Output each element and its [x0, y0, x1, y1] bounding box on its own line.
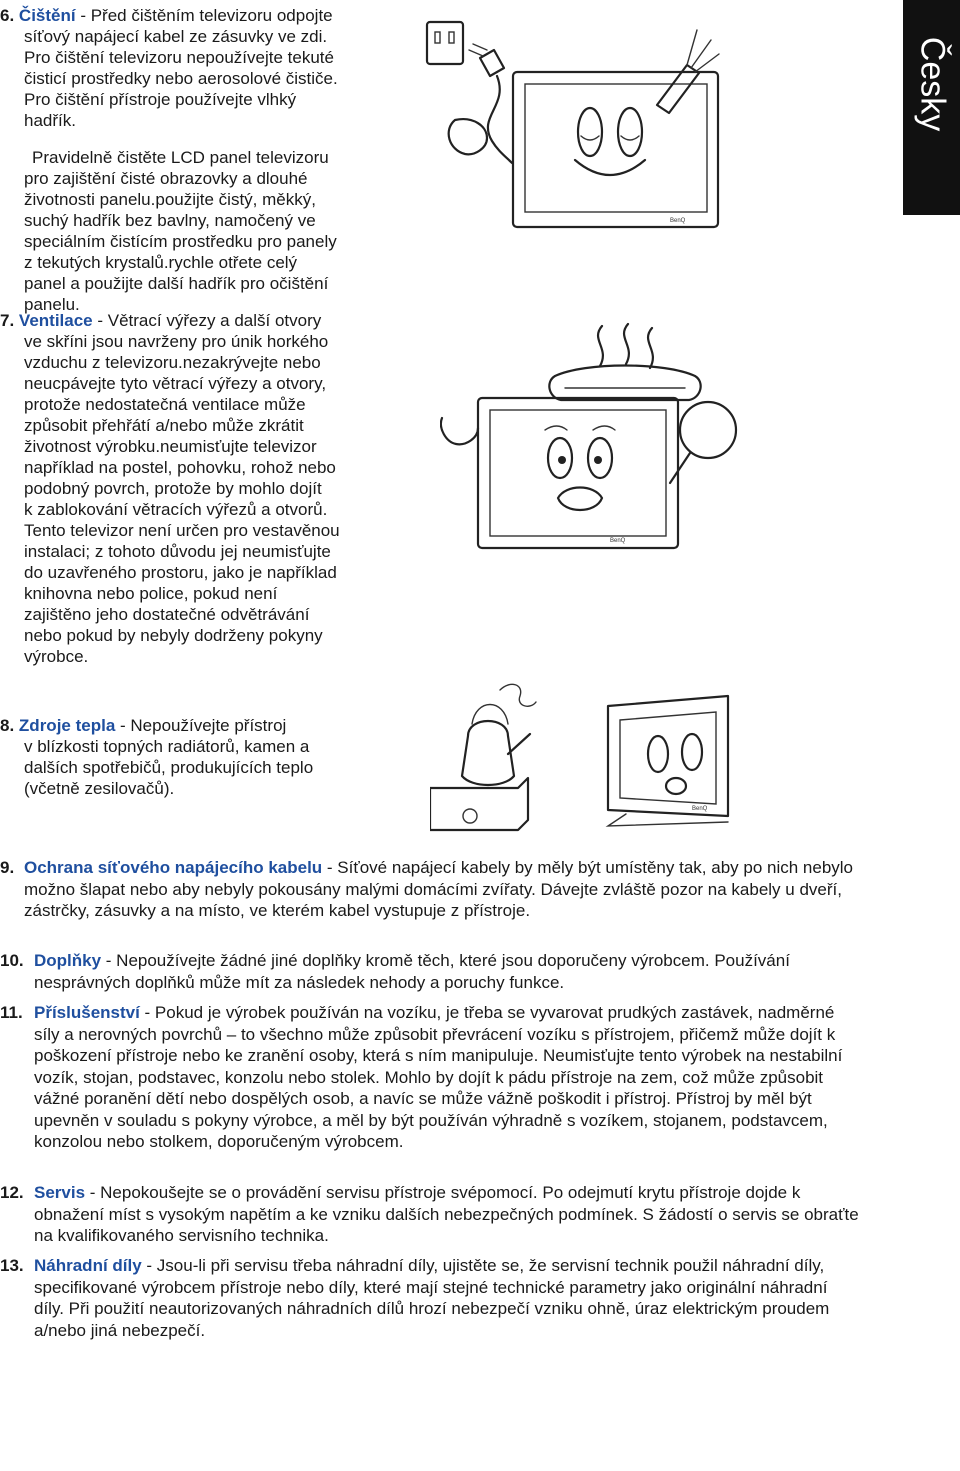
section-8-heading: Zdroje tepla: [18, 716, 116, 735]
section-12-heading: Servis: [34, 1183, 86, 1202]
stove-icon: [430, 778, 528, 830]
smile-icon: [575, 160, 645, 175]
svg-text:BenQ: BenQ: [692, 806, 708, 812]
cleaning-tv-illustration: [425, 10, 725, 250]
section-ventilation: [0, 310, 410, 667]
section-6-body: síťový napájecí kabel ze zásuvky ve zdi. Pro čištění televizoru nepoužívejte tekuté čisticí prostředky nebo aerosolové čističe. Pro čištění přístroje používejte vlhký hadřík.: [24, 27, 338, 130]
section-7-heading: Ventilace: [18, 311, 93, 330]
section-9-heading: Ochrana síťového napájecího kabelu: [24, 858, 323, 877]
steam-icon: [598, 324, 653, 368]
section-6-first-line: 6. Čištění - Před čištěním televizoru odpojte: [0, 6, 333, 25]
worried-mouth-icon: [558, 488, 602, 511]
section-6-heading: Čištění: [18, 6, 76, 25]
svg-text:BenQ: BenQ: [610, 538, 626, 544]
section-7-first-line: 7. Ventilace - Větrací výřezy a další otvory: [0, 311, 322, 330]
section-power-cord: 9. Ochrana síťového napájecího kabelu - Síťové napájecí kabely by měly být umístěny tak, aby po nich nebylo možno šlapat nebo aby nebyly pokousány malými domácími zvířaty. Dávejte zvláště pozor na kabely u dveří, zástrčky, zásuvky a na místo, ve kterém kabel vystupuje z přístroje.: [0, 858, 854, 920]
section-6-paragraph-2: Pravidelně čistěte LCD panel televizoru pro zajištění čisté obrazovky a dlouhé životnosti panelu.použijte čistý, měkký, suchý hadřík bez bavlny, namočený ve speciálním čistícím prostředku pro panely z tekutých krystalů.rychle otřete celý panel a použijte další hadřík pro očištění panelu.: [24, 148, 337, 314]
section-8-body: v blízkosti topných radiátorů, kamen a dalších spotřebičů, produkujících teplo (včetně zesilovačů).: [24, 737, 314, 798]
section-replacement-parts: 13. Náhradní díly - Jsou-li při servisu třeba náhradní díly, ujistěte se, že servisní technik použil náhradní díly, specifikované výrobcem přístroje nebo díly, které mají stejné technické parametry jako originální náhradní díly. Při použití neautorizovaných náhradních dílů hrozí nebezpečí vzniku ohně, úraz elektrickým proudem a/nebo jiná nebezpečí.: [0, 1256, 830, 1340]
language-tab: [903, 0, 960, 215]
section-11-heading: Příslušenství: [34, 1003, 140, 1022]
language-tab-label: Česky: [913, 36, 951, 132]
kettle-steam-icon: [500, 684, 536, 706]
left-hand-icon: [441, 418, 478, 444]
hand-icon: [449, 119, 487, 154]
heat-source-illustration: [430, 676, 730, 846]
kettle-icon: [462, 721, 514, 785]
section-8-first-line: 8. Zdroje tepla - Nepoužívejte přístroj: [0, 716, 287, 735]
section-attachments: 11. Příslušenství - Pokud je výrobek používán na vozíku, je třeba se vyvarovat prudkých zastávek, nadměrné síly a nerovných povrchů – to všechno může způsobit převrácení vozíku s přístrojem, přičemž může dojít k poškození přístroje nebo ke zranění osoby, která s ním manipuluje. Neumisťujte tento výrobek na nestabilní vozík, stojan, podstavec, konzolu nebo stolek. Mohlo by dojít k pádu přístroje na zem, což může způsobit vážné poranění dětí nebo dospělých osob, a navíc se může vážně poškodit i přístroj. Přístroj by měl být upevněn v souladu s pokyny výrobce, a měl by být používán výhradně s vozíkem, stojanem, podstavcem, konzolou nebo stolkem, doporučeným výrobcem.: [0, 1003, 843, 1151]
svg-text:BenQ: BenQ: [670, 218, 686, 224]
section-heat-sources: [0, 715, 400, 799]
towel-icon: [549, 366, 700, 401]
section-accessories: 10. Doplňky - Nepoužívejte žádné jiné doplňky kromě těch, které jsou doporučeny výrobcem. Používání nesprávných doplňků může mít za následek nehody a poruchy funkce.: [0, 951, 790, 992]
power-cord-icon: [488, 76, 512, 163]
section-10-heading: Doplňky: [34, 951, 102, 970]
plug-icon: [480, 50, 504, 76]
section-13-heading: Náhradní díly: [34, 1256, 142, 1275]
wall-outlet-icon: [427, 22, 463, 64]
section-cleaning: [0, 5, 410, 315]
section-servicing: 12. Servis - Nepokoušejte se o provádění servisu přístroje svépomocí. Po odejmutí krytu přístroje dojde k obnažení míst s vysokým napětím a ke vzniku dalších nebezpečných podmínek. S žádostí o servis se obraťte na kvalifikovaného servisního technika.: [0, 1183, 859, 1245]
hand-fan-icon: [680, 402, 736, 458]
scared-mouth-icon: [666, 778, 686, 794]
section-7-body: ve skříni jsou navrženy pro únik horkého vzduchu z televizoru.nezakrývejte nebo neucpávejte tyto větrací výřezy a otvory, protože nedostatečná ventilace může způsobit přehřátí a/nebo může zkrátit životnost výrobku.neumisťujte televizor například na postel, pohovku, rohož nebo podobný povrch, protože by mohlo dojít k zablokování větracích výřezů a otvorů. Tento televizor není určen pro vestavěnou instalaci; z tohoto důvodu jej neumisťujte do uzavřeného prostoru, jako je například knihovna nebo police, pokud není zajištěno jeho dostatečné odvětrávání nebo pokud by nebyly dodrženy pokyny výrobce.: [24, 332, 340, 666]
ventilation-tv-illustration: [440, 318, 740, 578]
